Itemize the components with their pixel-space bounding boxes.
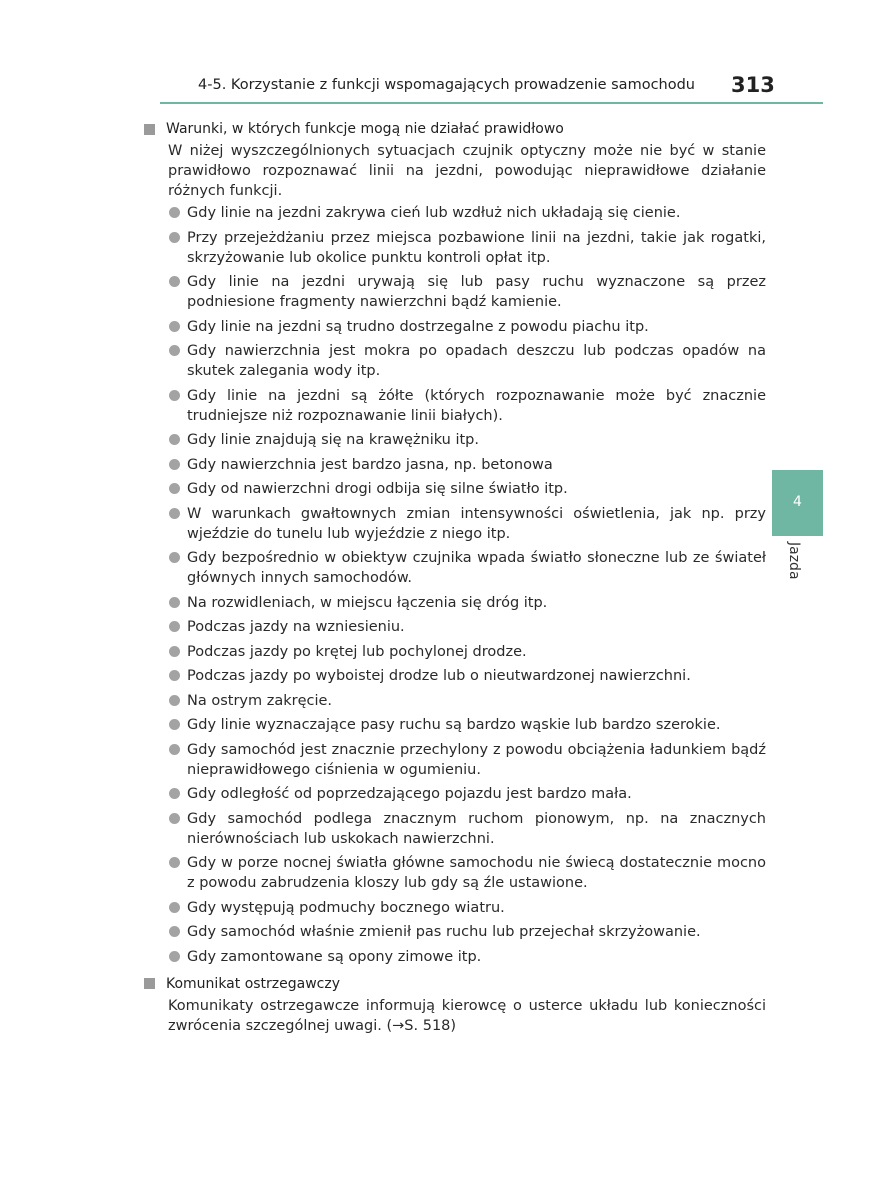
list-item: Gdy występują podmuchy bocznego wiatru. <box>187 898 766 918</box>
header-divider <box>160 102 823 104</box>
chapter-tab <box>772 470 823 536</box>
list-item: Gdy odległość od poprzedzającego pojazdu jest bardzo mała. <box>187 784 766 804</box>
bullet-dot-icon <box>169 345 180 356</box>
list-item: Gdy linie na jezdni zakrywa cień lub wzdłuż nich układają się cienie. <box>187 203 766 223</box>
list-item: Gdy nawierzchnia jest mokra po opadach deszczu lub podczas opadów na skutek zalegania wody itp. <box>187 341 766 381</box>
list-item: Podczas jazdy po krętej lub pochylonej drodze. <box>187 642 766 662</box>
bullet-dot-icon <box>169 207 180 218</box>
bullet-dot-icon <box>169 483 180 494</box>
bullet-dot-icon <box>169 621 180 632</box>
list-item: Gdy bezpośrednio w obiektyw czujnika wpada światło słoneczne lub ze świateł głównych innych samochodów. <box>187 548 766 588</box>
list-item: Gdy linie znajdują się na krawężniku itp. <box>187 430 766 450</box>
bullet-dot-icon <box>169 670 180 681</box>
bullet-dot-icon <box>169 434 180 445</box>
section-intro: W niżej wyszczególnionych sytuacjach czujnik optyczny może nie być w stanie prawidłowo rozpoznawać linii na jezdni, powodując nieprawidłowe działanie różnych funkcji. <box>168 143 766 199</box>
list-item: Na ostrym zakręcie. <box>187 691 766 711</box>
square-bullet-icon <box>144 978 155 989</box>
bullet-dot-icon <box>169 390 180 401</box>
list-item: Podczas jazdy na wzniesieniu. <box>187 617 766 637</box>
bullet-dot-icon <box>169 788 180 799</box>
bullet-dot-icon <box>169 857 180 868</box>
bullet-dot-icon <box>169 813 180 824</box>
condition-list <box>144 203 766 967</box>
chapter-tab-label: Jazda <box>786 542 802 580</box>
bullet-dot-icon <box>169 459 180 470</box>
bullet-dot-icon <box>169 597 180 608</box>
list-item: Gdy linie na jezdni są trudno dostrzegalne z powodu piachu itp. <box>187 317 766 337</box>
bullet-dot-icon <box>169 321 180 332</box>
section-heading <box>144 118 766 140</box>
list-item: Gdy samochód jest znacznie przechylony z powodu obciążenia ładunkiem bądź nieprawidłowego ciśnienia w ogumieniu. <box>187 740 766 780</box>
bullet-dot-icon <box>169 951 180 962</box>
bullet-dot-icon <box>169 646 180 657</box>
section-heading <box>144 973 766 995</box>
list-item: Gdy linie wyznaczające pasy ruchu są bardzo wąskie lub bardzo szerokie. <box>187 715 766 735</box>
section-heading-text: Warunki, w których funkcje mogą nie działać prawidłowo <box>166 121 564 137</box>
list-item: Na rozwidleniach, w miejscu łączenia się dróg itp. <box>187 593 766 613</box>
bullet-dot-icon <box>169 695 180 706</box>
list-item: Gdy samochód podlega znacznym ruchom pionowym, np. na znacznych nierównościach lub uskokach nawierzchni. <box>187 809 766 849</box>
page-header-title: 4-5. Korzystanie z funkcji wspomagających prowadzenie samochodu <box>198 77 695 93</box>
bullet-dot-icon <box>169 552 180 563</box>
chapter-tab-number: 4 <box>793 494 802 510</box>
bullet-dot-icon <box>169 926 180 937</box>
list-item: Gdy linie na jezdni są żółte (których rozpoznawanie może być znacznie trudniejsze niż rozpoznawanie linii białych). <box>187 386 766 426</box>
list-item: Gdy samochód właśnie zmienił pas ruchu lub przejechał skrzyżowanie. <box>187 922 766 942</box>
list-item: Gdy od nawierzchni drogi odbija się silne światło itp. <box>187 479 766 499</box>
bullet-dot-icon <box>169 232 180 243</box>
list-item: Gdy nawierzchnia jest bardzo jasna, np. betonowa <box>187 455 766 475</box>
bullet-dot-icon <box>169 508 180 519</box>
list-item: Przy przejeżdżaniu przez miejsca pozbawione linii na jezdni, takie jak rogatki, skrzyżowanie lub okolice punktu kontroli opłat itp. <box>187 228 766 268</box>
list-item: W warunkach gwałtownych zmian intensywności oświetlenia, jak np. przy wjeździe do tunelu lub wyjeździe z niego itp. <box>187 504 766 544</box>
section-intro: Komunikaty ostrzegawcze informują kierowcę o usterce układu lub konieczności zwrócenia szczególnej uwagi. (→S. 518) <box>168 997 766 1034</box>
page-content <box>144 118 766 1038</box>
list-item: Gdy linie na jezdni urywają się lub pasy ruchu wyznaczone są przez podniesione fragmenty nawierzchni bądź kamienie. <box>187 272 766 312</box>
bullet-dot-icon <box>169 744 180 755</box>
list-item: Gdy zamontowane są opony zimowe itp. <box>187 947 766 967</box>
page-number: 313 <box>731 73 775 97</box>
list-item: Podczas jazdy po wyboistej drodze lub o nieutwardzonej nawierzchni. <box>187 666 766 686</box>
section-heading-text: Komunikat ostrzegawczy <box>166 975 341 992</box>
bullet-dot-icon <box>169 719 180 730</box>
list-item: Gdy w porze nocnej światła główne samochodu nie świecą dostatecznie mocno z powodu zabrudzenia kloszy lub gdy są źle ustawione. <box>187 853 766 893</box>
square-bullet-icon <box>144 124 155 135</box>
bullet-dot-icon <box>169 902 180 913</box>
bullet-dot-icon <box>169 276 180 287</box>
